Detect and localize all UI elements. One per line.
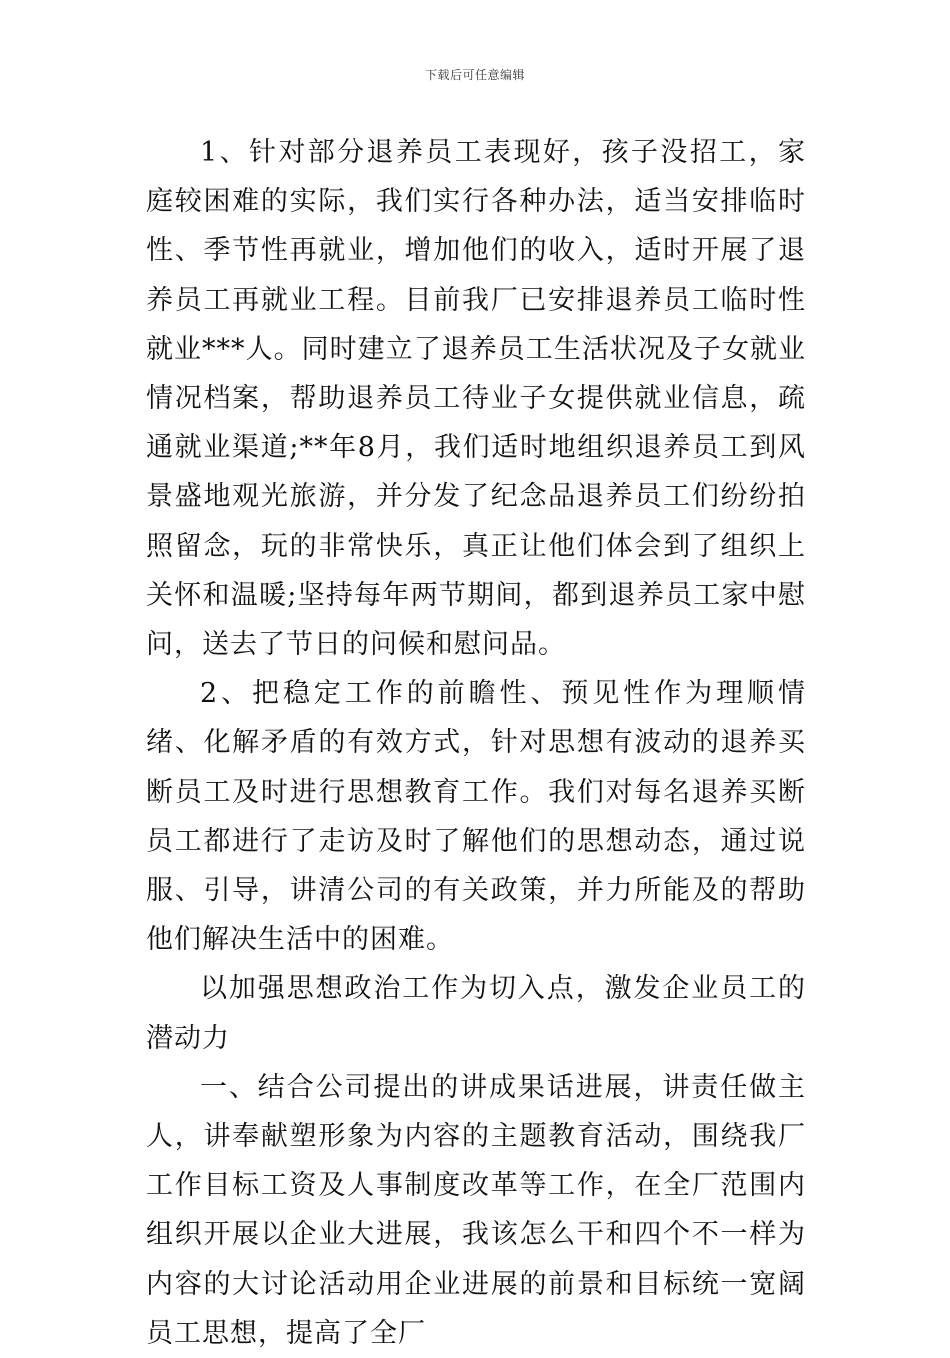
paragraph-1: 1、针对部分退养员工表现好，孩子没招工，家庭较困难的实际，我们实行各种办法，适当安排临时性、季节性再就业，增加他们的收入，适时开展了退养员工再就业工程。目前我厂已安排退养员工临时性就业***人。同时建立了退养员工生活状况及子女就业情况档案，帮助退养员工待业子女提供就业信息，疏通就业渠道;**年8月，我们适时地组织退养员工到风景盛地观光旅游，并分发了纪念品退养员工们纷纷拍照留念，玩的非常快乐，真正让他们体会到了组织上关怀和温暖;坚持每年两节期间，都到退养员工家中慰问，送去了节日的问候和慰问品。	[146, 137, 806, 661]
paragraph-3: 一、结合公司提出的讲成果话进展，讲责任做主人，讲奉献塑形象为内容的主题教育活动，围绕我厂工作目标工资及人事制度改革等工作，在全厂范围内组织开展以企业大进展，我该怎么干和四个不一样为内容的大讨论活动用企业进展的前景和目标统一宽阔员工思想，提高了全厂	[146, 1071, 806, 1349]
section-heading: 以加强思想政治工作为切入点，激发企业员工的潜动力	[146, 973, 806, 1054]
paragraph-2: 2、把稳定工作的前瞻性、预见性作为理顺情绪、化解矛盾的有效方式，针对思想有波动的退养买断员工及时进行思想教育工作。我们对每名退养买断员工都进行了走访及时了解他们的思想动态，通过说服、引导，讲清公司的有关政策，并力所能及的帮助他们解决生活中的困难。	[146, 678, 806, 956]
document-body	[146, 128, 806, 1358]
header-note: 下载后可任意编辑	[424, 68, 525, 82]
